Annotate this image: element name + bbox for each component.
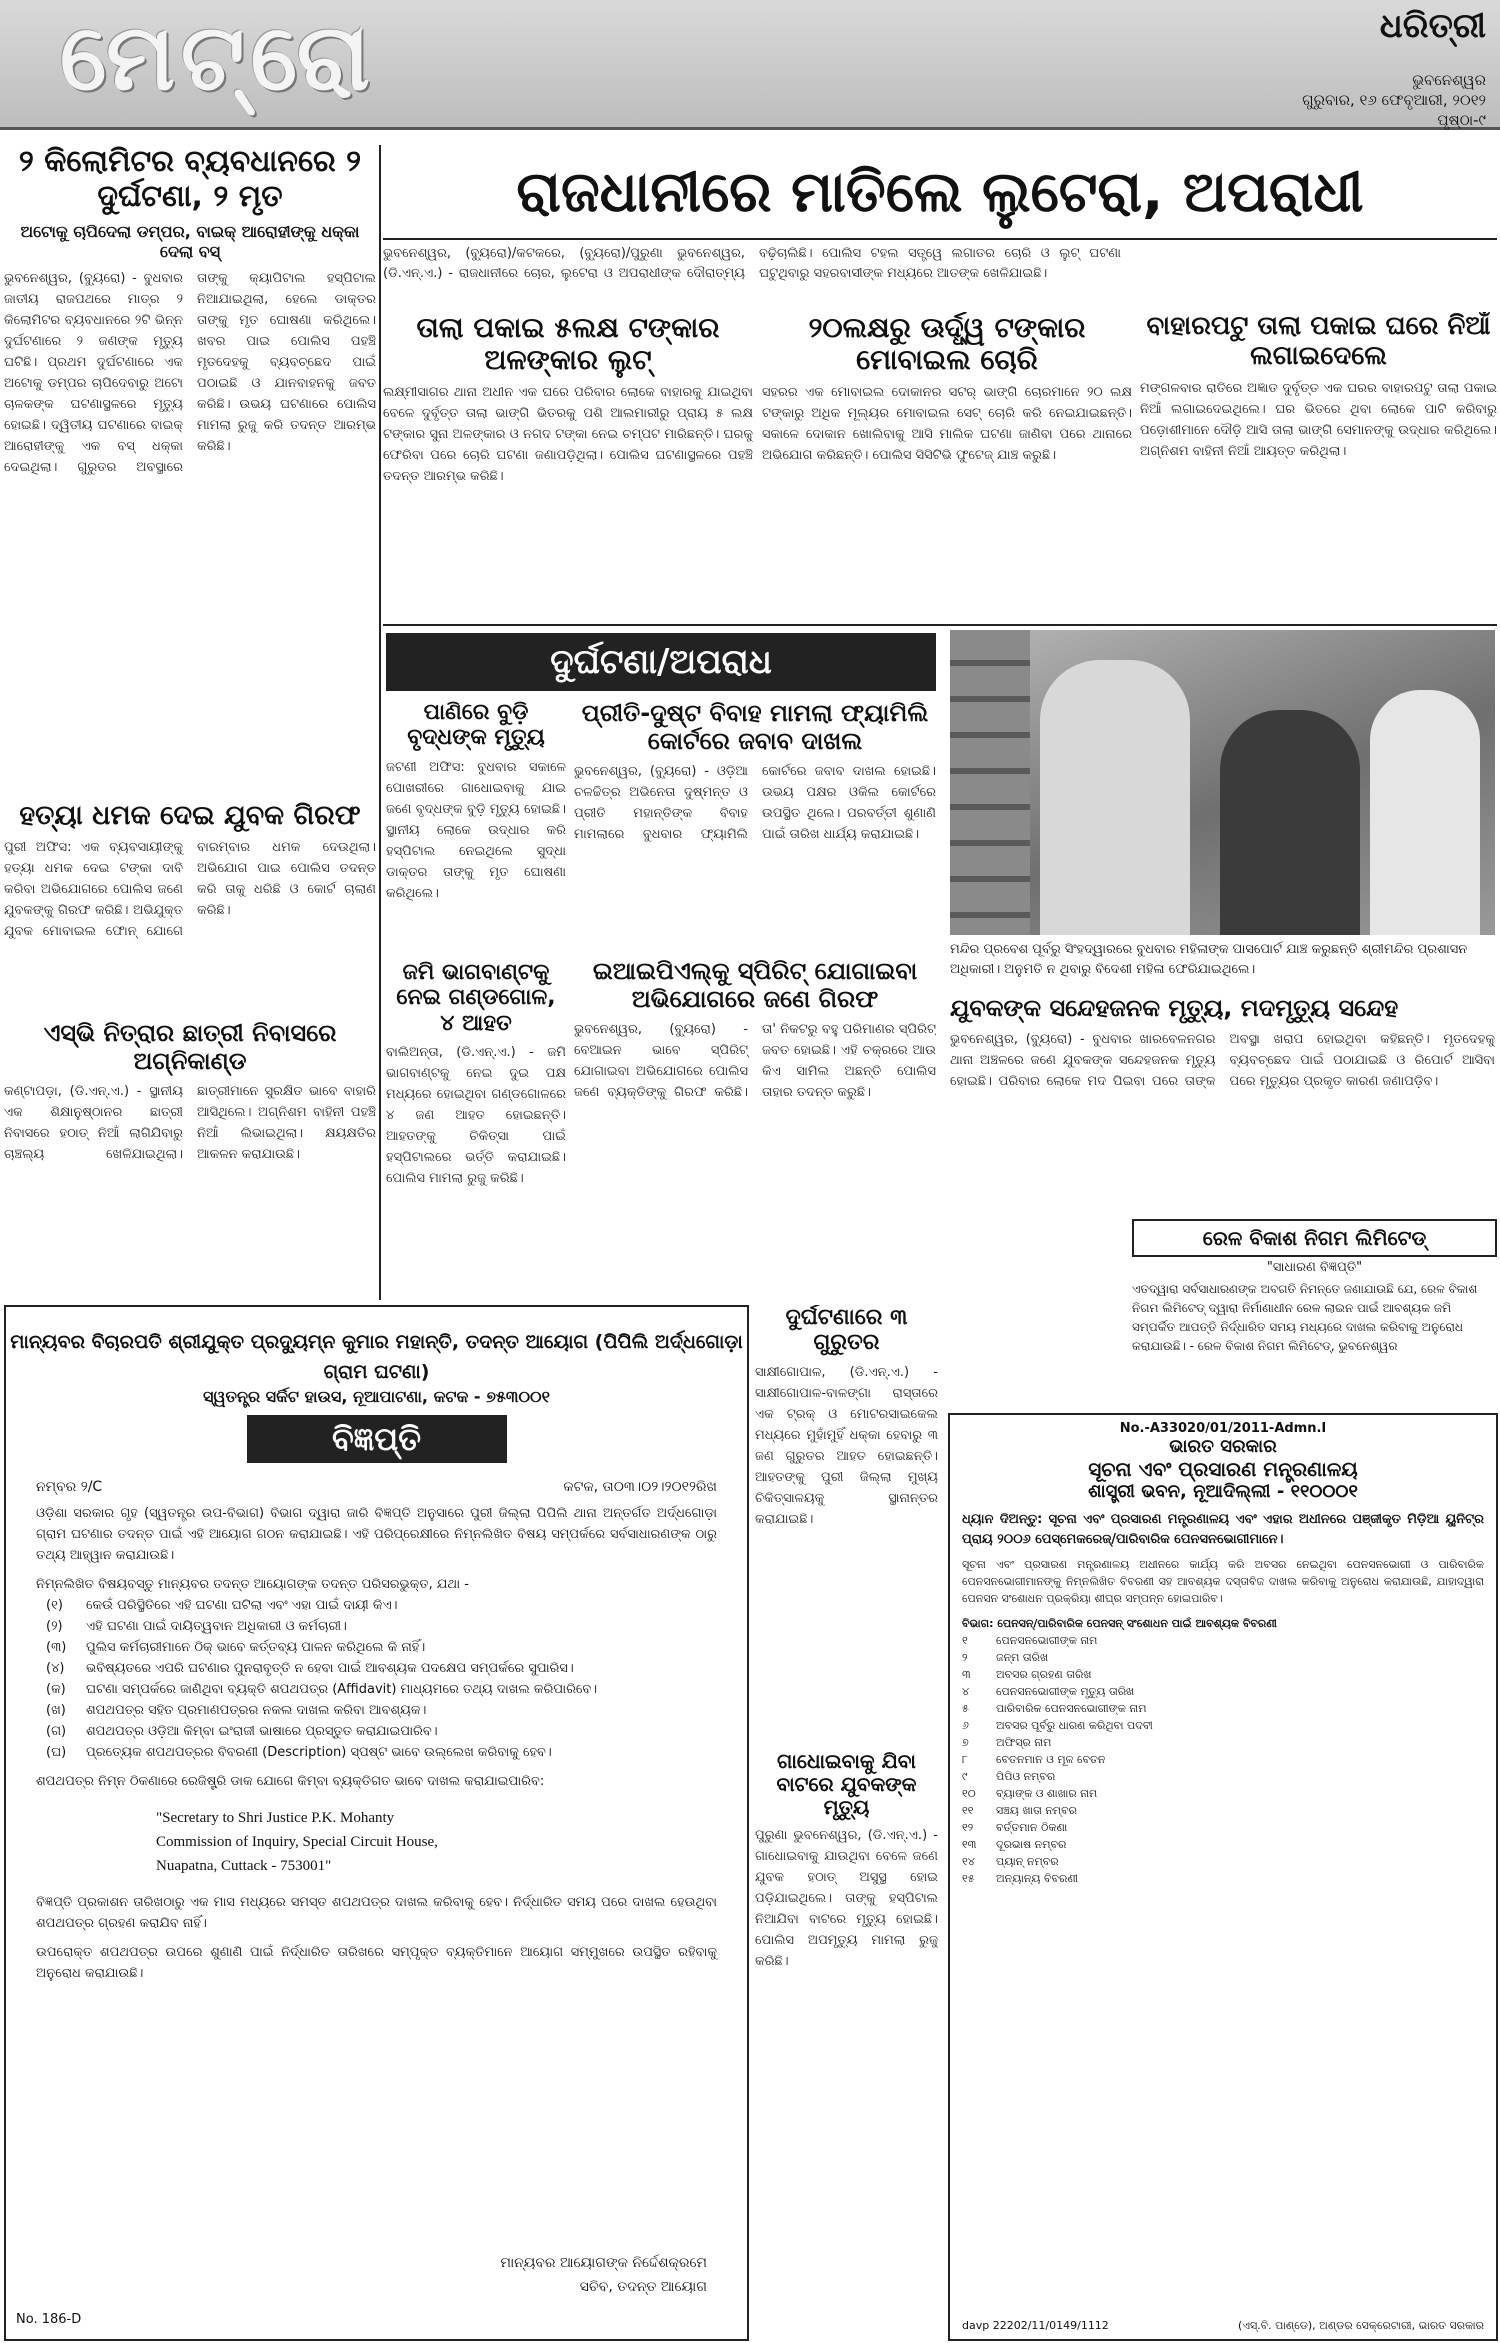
table-row: ୧୧ ସଞ୍ଚୟ ଖାତା ନମ୍ବର — [962, 1804, 1078, 1817]
table-row: ୫ ପାରିବାରିକ ପେନସନଭୋଗୀଙ୍କ ନାମ — [962, 1702, 1147, 1715]
article-murder-threat — [4, 800, 376, 1000]
notice-list — [6, 1595, 747, 1763]
article-drowning — [386, 700, 566, 955]
article-headline: ଇଆଇପିଏଲ୍‌କୁ ସ୍ପିରିଟ୍ ଯୋଗାଇବା ଅଭିଯୋଗରେ ଜଣେ ଗିରଫ — [592, 958, 918, 1013]
table-row: ୮ ବେତନମାନ ଓ ମୂଳ ବେତନ — [962, 1753, 1106, 1766]
table-row: ୭ ଅଫିସ୍‌ର ନାମ — [962, 1736, 1052, 1749]
lead-story-jewellery — [383, 312, 753, 622]
article-body: ସାକ୍ଷୀଗୋପାଳ, (ଡି.ଏନ୍.ଏ.) - ସାକ୍ଷୀଗୋପାଳ-ବାଳଙ୍ଗା ରାସ୍ତାରେ ଏକ ଟ୍ରକ୍ ଓ ମୋଟରସାଇକେଲ ମଧ୍ୟରେ ମୁହାଁମୁହିଁ ଧକ୍କା ହେବାରୁ ୩ ଜଣ ଗୁରୁତର ଆହତ ହୋଇଛନ୍ତି। ଆହତଙ୍କୁ ପୁରୀ ଜିଲ୍ଲା ମୁଖ୍ୟ ଚିକିତ୍ସାଳୟକୁ ସ୍ଥାନାନ୍ତର କରାଯାଇଛି। — [755, 1364, 938, 1527]
article-headline: ଏସ୍‌ଭି ନିତ୍ରାର ଛାତ୍ରୀ ନିବାସରେ ଅଗ୍ନିକାଣ୍ଡ — [43, 1020, 337, 1075]
article-headline: ୨ କିଲୋମିଟର ବ୍ୟବଧାନରେ ୨ ଦୁର୍ଘଟଣା, ୨ ମୃତ — [18, 145, 362, 214]
article-headline: ଯୁବକଙ୍କ ସନ୍ଦେହଜନକ ମୃତ୍ୟୁ, ମଦମୃତ୍ୟୁ ସନ୍ଦେହ — [950, 995, 1399, 1022]
article-headline: ପାଣିରେ ବୁଡ଼ି ବୃଦ୍ଧଙ୍କ ମୃତ୍ୟୁ — [407, 700, 545, 751]
article-suspicious-death — [950, 995, 1495, 1213]
davp-code: davp 22202/11/0149/1112 — [962, 2319, 1109, 2332]
lead-intro-text: ଭୁବନେଶ୍ୱର, (ବ୍ୟୁରୋ)/କଟକରେ, (ବ୍ୟୁରୋ)/ପୁରୁଣା ଭୁବନେଶ୍ୱର, (ଡି.ଏନ୍.ଏ.) - ରାଜଧାନୀରେ ଚୋର, ଲୁଟେରା ଓ ଅପରାଧୀଙ୍କ ଦୌରାତ୍ମ୍ୟ ବଢ଼ିଚାଲିଛି। ପୋଲିସ ଟହଲ ସତ୍ତ୍ୱେ ଲଗାତର ଚୋରି ଓ ଲୁଟ୍ ଘଟଣା ଘଟୁଥିବାରୁ ସହରବାସୀଙ୍କ ମଧ୍ୟରେ ଆତଙ୍କ ଖେଳିଯାଇଛି। — [383, 246, 1121, 281]
list-item: (ଘ) ପ୍ରତ୍ୟେକ ଶପଥପତ୍ରର ବିବରଣୀ (Description) ସ୍ପଷ୍ଟ ଭାବେ ଉଲ୍ଲେଖ କରିବାକୁ ହେବ। — [46, 1745, 552, 1760]
list-item: (୪) ଭବିଷ୍ୟତରେ ଏପରି ଘଟଣାର ପୁନରାବୃତ୍ତି ନ ହେବା ପାଇଁ ଆବଶ୍ୟକ ପଦକ୍ଷେପ ସମ୍ପର୍କରେ ସୁପାରିସ। — [46, 1661, 574, 1676]
gov-ministry: ସୂଚନା ଏବଂ ପ୍ରସାରଣ ମନ୍ତ୍ରଣାଳୟ — [1088, 1457, 1358, 1481]
lead-story-mobile — [762, 312, 1132, 622]
list-item: (୧) କେଉଁ ପରିସ୍ଥିତିରେ ଏହି ଘଟଣା ଘଟିଲା ଏବଂ ଏହା ପାଇଁ ଦାୟୀ କିଏ। — [46, 1598, 398, 1613]
commission-notice — [4, 1305, 749, 2341]
article-youth-death — [755, 1750, 938, 2340]
article-subhead: ଅଟୋକୁ ଚାପିଦେଲା ଡମ୍ପର, ବାଇକ୍ ଆରୋହୀଙ୍କୁ ଧକ୍କା ଦେଲା ବସ୍ — [20, 222, 360, 261]
gov-country: ଭାରତ ସରକାର — [1169, 1436, 1277, 1457]
table-row: ୧୫ ଅନ୍ୟାନ୍ୟ ବିବରଣୀ — [962, 1872, 1079, 1885]
article-body: ଭୁବନେଶ୍ୱର, (ବ୍ୟୁରୋ) - ବୁଧବାର ଜାତୀୟ ରାଜପଥରେ ମାତ୍ର ୨ କିଲୋମିଟର ବ୍ୟବଧାନରେ ୨ଟି ଭିନ୍ନ ଦୁର୍ଘଟଣାରେ ୨ ଜଣଙ୍କ ମୃତ୍ୟୁ ଘଟିଛି। ପ୍ରଥମ ଦୁର୍ଘଟଣାରେ ଏକ ଅଟୋକୁ ଡମ୍ପର ଚାପିଦେବାରୁ ଅଟୋ ଚାଳକଙ୍କ ଘଟଣାସ୍ଥଳରେ ମୃତ୍ୟୁ ହୋଇଛି। ଦ୍ୱିତୀୟ ଘଟଣାରେ ବାଇକ୍ ଆରୋହୀଙ୍କୁ ଏକ ବସ୍ ଧକ୍କା ଦେଇଥିଲା। ଗୁରୁତର ଅବସ୍ଥାରେ ତାଙ୍କୁ କ୍ୟାପିଟାଲ ହସ୍ପିଟାଲ ନିଆଯାଇଥିଲା, ହେଲେ ଡାକ୍ତର ତାଙ୍କୁ ମୃତ ଘୋଷଣା କରିଥିଲେ। ଖବର ପାଇ ପୋଲିସ ପହଞ୍ଚି ମୃତଦେହକୁ ବ୍ୟବଚ୍ଛେଦ ପାଇଁ ପଠାଇଛି ଓ ଯାନବାହନକୁ ଜବତ କରିଛି। ଉଭୟ ଘଟଣାରେ ପୋଲିସ ମାମଲା ରୁଜୁ କରି ତଦନ୍ତ ଆରମ୍ଭ କରିଛି। — [4, 271, 376, 475]
notice-badge: ବିଜ୍ଞପ୍ତି — [247, 1415, 507, 1463]
dateline — [1302, 70, 1486, 130]
story-headline: ବାହାରପଟୁ ତାଲା ପକାଇ ଘରେ ନିଆଁ ଲଗାଇଦେଲେ — [1146, 312, 1491, 371]
article-body: ପୁରୁଣା ଭୁବନେଶ୍ୱର, (ଡି.ଏନ୍.ଏ.) - ଗାଧୋଇବାକୁ ଯାଉଥିବା ବେଳେ ଜଣେ ଯୁବକ ହଠାତ୍ ଅସୁସ୍ଥ ହୋଇ ପଡ଼ିଯାଇଥିଲେ। ତାଙ୍କୁ ହସ୍ପିଟାଲ ନିଆଯିବା ବାଟରେ ମୃତ୍ୟୁ ହୋଇଛି। ପୋଲିସ ଅପମୃତ୍ୟୁ ମାମଲା ରୁଜୁ କରିଛି। — [755, 1828, 938, 1969]
divider — [383, 624, 1497, 626]
gov-ref: No.-A33020/01/2011-Admn.I — [1119, 1421, 1327, 1436]
newspaper-brand: ଧରିତ୍ରୀ — [1379, 6, 1486, 46]
article-hostel-fire — [4, 1020, 376, 1295]
notice-number: No. 186-D — [16, 2312, 82, 2327]
signature-line: ମାନ୍ୟବର ଆୟୋଗଙ୍କ ନିର୍ଦ୍ଦେଶକ୍ରମେ — [500, 2255, 707, 2271]
table-row: ୨ ଜନ୍ମ ତାରିଖ — [962, 1651, 1049, 1664]
news-photo — [950, 630, 1495, 935]
photo-person — [1220, 710, 1360, 935]
rvnl-ad-subtitle: "ସାଧାରଣ ବିଜ୍ଞପ୍ତି" — [1266, 1260, 1363, 1275]
gov-paragraph: ସୂଚନା ଏବଂ ପ୍ରସାରଣ ମନ୍ତ୍ରଣାଳୟ ଅଧୀନରେ କାର୍ଯ୍ୟ କରି ଅବସର ନେଇଥିବା ପେନସନଭୋଗୀ ଓ ପାରିବାରିକ ପେନସନଭୋଗୀମାନଙ୍କୁ ନିମ୍ନଲିଖିତ ବିବରଣୀ ସହ ଆବଶ୍ୟକ ଦସ୍ତାବିଜ ଦାଖଲ କରିବାକୁ ଅନୁରୋଧ କରାଯାଉଛି, ଯାହାଦ୍ୱାରା ପେନସନ ସଂଶୋଧନ ପ୍ରକ୍ରିୟା ଶୀଘ୍ର ସମ୍ପନ୍ନ ହୋଇପାରିବ। — [962, 1558, 1484, 1605]
notice-paragraph: ବିଜ୍ଞପ୍ତି ପ୍ରକାଶନ ତାରିଖଠାରୁ ଏକ ମାସ ମଧ୍ୟରେ ସମସ୍ତ ଶପଥପତ୍ର ଦାଖଲ କରିବାକୁ ହେବ। ନିର୍ଦ୍ଧାରିତ ସମୟ ପରେ ଦାଖଲ ହେଉଥିବା ଶପଥପତ୍ର ଗ୍ରହଣ କରାଯିବ ନାହିଁ। — [36, 1895, 717, 1931]
article-body: ଜଟଣୀ ଅଫିସ: ବୁଧବାର ସକାଳେ ପୋଖରୀରେ ଗାଧୋଇବାକୁ ଯାଇ ଜଣେ ବୃଦ୍ଧଙ୍କ ବୁଡ଼ି ମୃତ୍ୟୁ ହୋଇଛି। ସ୍ଥାନୀୟ ଲୋକେ ଉଦ୍ଧାର କରି ହସ୍ପିଟାଲ ନେଇଥିଲେ ସୁଦ୍ଧା ଡାକ୍ତର ତାଙ୍କୁ ମୃତ ଘୋଷଣା କରିଥିଲେ। — [386, 759, 566, 901]
table-row: ୬ ଅବସର ପୂର୍ବରୁ ଧାରଣ କରିଥିବା ପଦବୀ — [962, 1719, 1153, 1732]
notice-english-address — [6, 1806, 747, 1878]
notice-paragraph: ଉପରୋକ୍ତ ଶପଥପତ୍ର ଉପରେ ଶୁଣାଣି ପାଇଁ ନିର୍ଦ୍ଧାରିତ ତାରିଖରେ ସମ୍ପୃକ୍ତ ବ୍ୟକ୍ତିମାନେ ଆୟୋଗ ସମ୍ମୁଖରେ ଉପସ୍ଥିତ ରହିବାକୁ ଅନୁରୋଧ କରାଯାଉଛି। — [36, 1945, 717, 1981]
list-item: (ଖ) ଶପଥପତ୍ର ସହିତ ପ୍ରମାଣପତ୍ରର ନକଲ ଦାଖଲ କରିବା ଆବଶ୍ୟକ। — [46, 1703, 427, 1718]
notice-ref: ନମ୍ବର ୨/C — [36, 1479, 103, 1495]
address-line: "Secretary to Shri Justice P.K. Mohanty — [156, 1810, 395, 1826]
notice-address: ସ୍ୱତନ୍ତ୍ର ସର୍କିଟ ହାଉସ, ନୂଆପାଟଣା, କଟକ - ୭୫୩୦୦୧ — [203, 1387, 550, 1406]
article-spirit-supply — [574, 958, 936, 1295]
table-row: ୪ ପେନସନଭୋଗୀଙ୍କ ମୃତ୍ୟୁ ତାରିଖ — [962, 1685, 1135, 1698]
article-headline: ପ୍ରୀତି-ଦୁଷ୍ଟ ବିବାହ ମାମଲା ଫ୍ୟାମିଲି କୋର୍ଟରେ ଜବାବ ଦାଖଲ — [581, 700, 929, 755]
list-item: (୨) ଏହି ଘଟଣା ପାଇଁ ଦାୟିତ୍ୱବାନ ଅଧିକାରୀ ଓ କର୍ମଚାରୀ। — [46, 1619, 347, 1634]
notice-ref-line — [6, 1479, 747, 1495]
page-number: ପୃଷ୍ଠା-୯ — [1437, 111, 1486, 129]
photo-shelf — [950, 630, 1030, 935]
table-row: ୩ ଅବସର ଗ୍ରହଣ ତାରିଖ — [962, 1668, 1092, 1681]
article-family-court — [574, 700, 936, 950]
photo-person — [1370, 690, 1480, 935]
notice-signature — [500, 2251, 707, 2299]
story-body: ମଙ୍ଗଳବାର ରାତିରେ ଅଜ୍ଞାତ ଦୁର୍ବୃତ୍ତ ଏକ ଘରର ବାହାରପଟୁ ତାଲା ପକାଇ ନିଆଁ ଲଗାଇଦେଇଥିଲେ। ଘର ଭିତରେ ଥିବା ଲୋକେ ପାଟି କରିବାରୁ ପଡ଼ୋଶୀମାନେ ଦୌଡ଼ି ଆସି ତାଲା ଭାଙ୍ଗି ସେମାନଙ୍କୁ ଉଦ୍ଧାର କରିଥିଲେ। ଅଗ୍ନିଶମ ବାହିନୀ ନିଆଁ ଆୟତ୍ତ କରିଥିଲା। — [1140, 380, 1497, 459]
city: ଭୁବନେଶ୍ୱର — [1412, 71, 1486, 89]
article-body: ଭୁବନେଶ୍ୱର, (ବ୍ୟୁରୋ) - ବେଆଇନ ଭାବେ ସ୍ପିରିଟ୍ ଯୋଗାଇବା ଅଭିଯୋଗରେ ପୋଲିସ ଜଣେ ବ୍ୟକ୍ତିଙ୍କୁ ଗିରଫ କରିଛି। ତା' ନିକଟରୁ ବହୁ ପରିମାଣର ସ୍ପିରିଟ୍ ଜବତ ହୋଇଛି। ଏହି ଚକ୍ରରେ ଆଉ କିଏ ସାମିଲ ଅଛନ୍ତି ପୋଲିସ ତାହାର ତଦନ୍ତ କରୁଛି। — [574, 1022, 936, 1101]
notice-paragraph: ଶପଥପତ୍ର ନିମ୍ନ ଠିକଣାରେ ରେଜିଷ୍ଟ୍ରି ଡାକ ଯୋଗେ କିମ୍ବା ବ୍ୟକ୍ତିଗତ ଭାବେ ଦାଖଲ କରାଯାଇପାରିବ: — [36, 1774, 545, 1789]
table-row: ୧୨ ବର୍ତ୍ତମାନ ଠିକଣା — [962, 1821, 1068, 1834]
article-body: ପୁରୀ ଅଫିସ: ଏକ ବ୍ୟବସାୟୀଙ୍କୁ ହତ୍ୟା ଧମକ ଦେଇ ଟଙ୍କା ଦାବି କରିବା ଅଭିଯୋଗରେ ପୋଲିସ ଜଣେ ଯୁବକଙ୍କୁ ଗିରଫ କରିଛି। ଅଭିଯୁକ୍ତ ଯୁବକ ମୋବାଇଲ ଫୋନ୍ ଯୋଗେ ବାରମ୍ବାର ଧମକ ଦେଉଥିଲା। ଅଭିଯୋଗ ପାଇ ପୋଲିସ ତଦନ୍ତ କରି ତାକୁ ଧରିଛି ଓ କୋର୍ଟ ଚାଲାଣ କରିଛି। — [4, 840, 376, 940]
photo-person — [1040, 660, 1190, 935]
article-headline: ଗାଧୋଇବାକୁ ଯିବା ବାଟରେ ଯୁବକଙ୍କ ମୃତ୍ୟୁ — [776, 1750, 917, 1819]
article-headline: ଦୁର୍ଘଟଣାରେ ୩ ଗୁରୁତର — [785, 1305, 908, 1356]
table-row: ୯ ପିପିଓ ନମ୍ବର — [962, 1770, 1056, 1783]
table-row: ୧୪ ପ୍ୟାନ୍ ନମ୍ବର — [962, 1855, 1059, 1868]
story-body: ଲକ୍ଷ୍ମୀସାଗର ଥାନା ଅଧୀନ ଏକ ଘରେ ପରିବାର ଲୋକେ ବାହାରକୁ ଯାଇଥିବା ବେଳେ ଦୁର୍ବୃତ୍ତ ତାଲା ଭାଙ୍ଗି ଭିତରକୁ ପଶି ଆଲମାରୀରୁ ପ୍ରାୟ ୫ ଲକ୍ଷ ଟଙ୍କାର ସୁନା ଅଳଙ୍କାର ଓ ନଗଦ ଟଙ୍କା ନେଇ ଚମ୍ପଟ ମାରିଛନ୍ତି। ଘରକୁ ଫେରିବା ପରେ ଚୋରି ଘଟଣା ଜଣାପଡ଼ିଥିଲା। ପୋଲିସ ଘଟଣାସ୍ଥଳରେ ପହଞ୍ଚି ତଦନ୍ତ ଆରମ୍ଭ କରିଛି। — [383, 385, 753, 485]
section-banner: ଦୁର୍ଘଟଣା/ଅପରାଧ — [386, 633, 936, 691]
article-headline: ଜମି ଭାଗବାଣ୍ଟକୁ ନେଇ ଗଣ୍ଡଗୋଳ, ୪ ଆହତ — [396, 960, 556, 1036]
government-notice — [948, 1413, 1498, 2341]
list-item: (ଗ) ଶପଥପତ୍ର ଓଡ଼ିଆ କିମ୍ବା ଇଂରାଜୀ ଭାଷାରେ ପ୍ରସ୍ତୁତ କରାଯାଇପାରିବ। — [46, 1724, 438, 1739]
gov-table-head: ବିଭାଗ: ପେନସନ୍/ପାରିବାରିକ ପେନସନ୍ ସଂଶୋଧନ ପାଇଁ ଆବଶ୍ୟକ ବିବରଣୀ — [962, 1617, 1277, 1630]
signature-line: ସଚିବ, ତଦନ୍ତ ଆୟୋଗ — [579, 2279, 707, 2295]
list-item: (୩) ପୁଲିସ କର୍ମଚାରୀମାନେ ଠିକ୍ ଭାବେ କର୍ତ୍ତବ୍ୟ ପାଳନ କରିଥିଲେ କି ନାହିଁ। — [46, 1640, 426, 1655]
section-title: ମେଟ୍ରୋ — [60, 4, 376, 111]
address-line: Nuapatna, Cuttack - 753001" — [156, 1858, 332, 1874]
rvnl-ad-body: ଏତଦ୍ୱାରା ସର୍ବସାଧାରଣଙ୍କ ଅବଗତି ନିମନ୍ତେ ଜଣାଯାଉଛି ଯେ, ରେଳ ବିକାଶ ନିଗମ ଲିମିଟେଡ୍ ଦ୍ୱାରା ନିର୍ମାଣାଧୀନ ରେଳ ଲାଇନ ପାଇଁ ଆବଶ୍ୟକ ଜମି ସମ୍ପର୍କିତ ଆପତ୍ତି ନିର୍ଦ୍ଧାରିତ ସମୟ ମଧ୍ୟରେ ଦାଖଲ କରିବାକୁ ଅନୁରୋଧ କରାଯାଉଛି। - ରେଳ ବିକାଶ ନିଗମ ଲିମିଟେଡ୍, ଭୁବନେଶ୍ୱର — [1132, 1282, 1478, 1353]
masthead — [0, 0, 1500, 130]
date: ଗୁରୁବାର, ୧୬ ଫେବୃଆରୀ, ୨୦୧୨ — [1302, 91, 1486, 109]
notice-date: କଟକ, ତା୦୩।୦୨।୨୦୧୨ରିଖ — [563, 1479, 717, 1495]
lead-story-fire — [1140, 312, 1497, 622]
article-land-dispute — [386, 960, 566, 1295]
story-body: ସହରର ଏକ ମୋବାଇଲ ଦୋକାନର ସଟର୍ ଭାଙ୍ଗି ଚୋରମାନେ ୨୦ ଲକ୍ଷ ଟଙ୍କାରୁ ଅଧିକ ମୂଲ୍ୟର ମୋବାଇଲ ସେଟ୍ ଚୋରି କରି ନେଇଯାଇଛନ୍ତି। ସକାଳେ ଦୋକାନ ଖୋଲିବାକୁ ଆସି ମାଲିକ ଘଟଣା ଜାଣିବା ପରେ ଥାନାରେ ଅଭିଯୋଗ କରିଛନ୍ତି। ପୋଲିସ ସିସିଟିଭି ଫୁଟେଜ୍ ଯାଞ୍ଚ କରୁଛି। — [762, 385, 1132, 464]
lead-headline: ରାଜଧାନୀରେ ମାତିଲେ ଲୁଟେରା, ଅପରାଧୀ — [516, 160, 1364, 225]
gov-address: ଶାସ୍ତ୍ରୀ ଭବନ, ନୂଆଦିଲ୍ଲୀ - ୧୧୦୦୦୧ — [1088, 1481, 1358, 1502]
article-body: ଭୁବନେଶ୍ୱର, (ବ୍ୟୁରୋ) - ଓଡ଼ିଆ ଚଳଚ୍ଚିତ୍ର ଅଭିନେତା ଦୁଷ୍ମନ୍ତ ଓ ପ୍ରୀତି ମହାନ୍ତିଙ୍କ ବିବାହ ମାମଲାରେ ବୁଧବାର ଫ୍ୟାମିଲି କୋର୍ଟରେ ଜବାବ ଦାଖଲ ହୋଇଛି। ଉଭୟ ପକ୍ଷର ଓକିଲ କୋର୍ଟରେ ଉପସ୍ଥିତ ଥିଲେ। ପରବର୍ତ୍ତୀ ଶୁଣାଣି ପାଇଁ ତାରିଖ ଧାର୍ଯ୍ୟ କରାଯାଇଛି। — [574, 764, 936, 843]
address-line: Commission of Inquiry, Special Circuit House, — [156, 1834, 438, 1850]
article-body: ଭୁବନେଶ୍ୱର, (ବ୍ୟୁରୋ) - ବୁଧବାର ଖାରବେଳନଗର ଥାନା ଅଞ୍ଚଳରେ ଜଣେ ଯୁବକଙ୍କ ସନ୍ଦେହଜନକ ମୃତ୍ୟୁ ହୋଇଛି। ପରିବାର ଲୋକେ ମଦ ପିଇବା ପରେ ତାଙ୍କ ଅବସ୍ଥା ଖରାପ ହୋଇଥିବା କହିଛନ୍ତି। ମୃତଦେହକୁ ବ୍ୟବଚ୍ଛେଦ ପାଇଁ ପଠାଯାଇଛି ଓ ରିପୋର୍ଟ ଆସିବା ପରେ ମୃତ୍ୟୁର ପ୍ରକୃତ କାରଣ ଜଣାପଡ଼ିବ। — [950, 1031, 1495, 1089]
table-row: ୧୦ ବ୍ୟାଙ୍କ ଓ ଶାଖାର ନାମ — [962, 1787, 1098, 1800]
gov-footer — [962, 2319, 1484, 2333]
divider — [379, 145, 381, 1300]
article-headline: ହତ୍ୟା ଧମକ ଦେଇ ଯୁବକ ଗିରଫ — [19, 800, 361, 831]
table-row: ୧୩ ଦୂରଭାଷ ନମ୍ବର — [962, 1838, 1067, 1851]
notice-paragraph: ନିମ୍ନଲିଖିତ ବିଷୟବସ୍ତୁ ମାନ୍ୟବର ତଦନ୍ତ ଆୟୋଗଙ୍କ ତଦନ୍ତ ପରିସରଭୁକ୍ତ, ଯଥା - — [36, 1577, 469, 1592]
rvnl-ad-title: ରେଳ ବିକାଶ ନିଗମ ଲିମିଟେଡ୍ — [1132, 1219, 1497, 1257]
article-body: କଣ୍ଟାପଡ଼ା, (ଡି.ଏନ୍.ଏ.) - ସ୍ଥାନୀୟ ଏକ ଶିକ୍ଷାନୁଷ୍ଠାନର ଛାତ୍ରୀ ନିବାସରେ ହଠାତ୍ ନିଆଁ ଲାଗିଯିବାରୁ ଚାଞ୍ଚଲ୍ୟ ଖେଳିଯାଇଥିଲା। ଛାତ୍ରୀମାନେ ସୁରକ୍ଷିତ ଭାବେ ବାହାରି ଆସିଥିଲେ। ଅଗ୍ନିଶମ ବାହିନୀ ପହଞ୍ଚି ନିଆଁ ଲିଭାଇଥିଲା। କ୍ଷୟକ୍ଷତିର ଆକଳନ କରାଯାଉଛି। — [4, 1084, 376, 1163]
lead-intro — [383, 244, 1497, 310]
gov-signatory: (ଏସ୍.ବି. ପାଣ୍ଡେ), ଅଣ୍ଡର ସେକ୍ରେଟାରୀ, ଭାରତ ସରକାର — [1237, 2319, 1484, 2332]
notice-header: ମାନ୍ୟବର ବିଚାରପତି ଶ୍ରୀଯୁକ୍ତ ପ୍ରଦ୍ୟୁମ୍ନ କୁମାର ମହାନ୍ତି, ତଦନ୍ତ ଆୟୋଗ (ପିପିଲି ଅର୍ଦ୍ଧଗୋଡ଼ା ଗ୍ରାମ ଘଟଣା) — [10, 1331, 743, 1383]
gov-subject: ଧ୍ୟାନ ଦିଅନ୍ତୁ: ସୂଚନା ଏବଂ ପ୍ରସାରଣ ମନ୍ତ୍ରଣାଳୟ ଏବଂ ଏହାର ଅଧୀନରେ ପଞ୍ଜୀକୃତ ମିଡ଼ିଆ ୟୁନିଟ୍‌ର ପ୍ରାୟ ୨୦୦୬ ପେସ୍‌ମେକରେଜ୍/ପାରିବାରିକ ପେନସନଭୋଗୀମାନେ। — [962, 1512, 1484, 1547]
article-accident-3-injured — [755, 1305, 938, 1745]
article-two-accidents — [4, 145, 376, 520]
photo-caption: ମନ୍ଦିର ପ୍ରବେଶ ପୂର୍ବରୁ ସିଂହଦ୍ୱାରରେ ବୁଧବାର ମହିଳାଙ୍କ ପାସପୋର୍ଟ ଯାଞ୍ଚ କରୁଛନ୍ତି ଶ୍ରୀମନ୍ଦିର ପ୍ରଶାସନ ଅଧିକାରୀ। ଅନୁମତି ନ ଥିବାରୁ ବିଦେଶୀ ମହିଳା ଫେରିଯାଇଥିଲେ। — [950, 942, 1468, 977]
notice-paragraph: ଓଡ଼ିଶା ସରକାର ଗୃହ (ସ୍ୱତନ୍ତ୍ର ଉପ-ବିଭାଗ) ବିଭାଗ ଦ୍ୱାରା ଜାରି ବିଜ୍ଞପ୍ତି ଅନୁସାରେ ପୁରୀ ଜିଲ୍ଲା ପିପିଲି ଥାନା ଅନ୍ତର୍ଗତ ଅର୍ଦ୍ଧଗୋଡ଼ା ଗ୍ରାମ ଘଟଣାର ତଦନ୍ତ ପାଇଁ ଏହି ଆୟୋଗ ଗଠନ କରାଯାଇଛି। ଏହି ପରିପ୍ରେକ୍ଷୀରେ ନିମ୍ନଲିଖିତ ବିଷୟ ସମ୍ପର୍କରେ ସର୍ବସାଧାରଣଙ୍କ ଠାରୁ ତଥ୍ୟ ଆହ୍ୱାନ କରାଯାଉଛି। — [36, 1506, 717, 1563]
story-headline: ତାଲା ପକାଇ ୫ଲକ୍ଷ ଟଙ୍କାର ଅଳଙ୍କାର ଲୁଟ୍ — [416, 312, 720, 377]
story-headline: ୨୦ଲକ୍ଷରୁ ଊର୍ଦ୍ଧ୍ୱ ଟଙ୍କାର ମୋବାଇଲ ଚୋରି — [808, 312, 1086, 377]
divider — [383, 238, 1497, 240]
table-row: ୧ ପେନସନଭୋଗୀଙ୍କ ନାମ — [962, 1634, 1098, 1647]
article-body: ବାଲିଅନ୍ତା, (ଡି.ଏନ୍.ଏ.) - ଜମି ଭାଗବାଣ୍ଟକୁ ନେଇ ଦୁଇ ପକ୍ଷ ମଧ୍ୟରେ ହୋଇଥିବା ଗଣ୍ଡଗୋଳରେ ୪ ଜଣ ଆହତ ହୋଇଛନ୍ତି। ଆହତଙ୍କୁ ଚିକିତ୍ସା ପାଇଁ ହସ୍ପିଟାଲରେ ଭର୍ତ୍ତି କରାଯାଇଛି। ପୋଲିସ ମାମଲା ରୁଜୁ କରିଛି। — [386, 1044, 566, 1186]
list-item: (କ) ଘଟଣା ସମ୍ପର୍କରେ ଜାଣିଥିବା ବ୍ୟକ୍ତି ଶପଥପତ୍ର (Affidavit) ମାଧ୍ୟମରେ ତଥ୍ୟ ଦାଖଲ କରିପାରିବେ। — [46, 1682, 598, 1697]
